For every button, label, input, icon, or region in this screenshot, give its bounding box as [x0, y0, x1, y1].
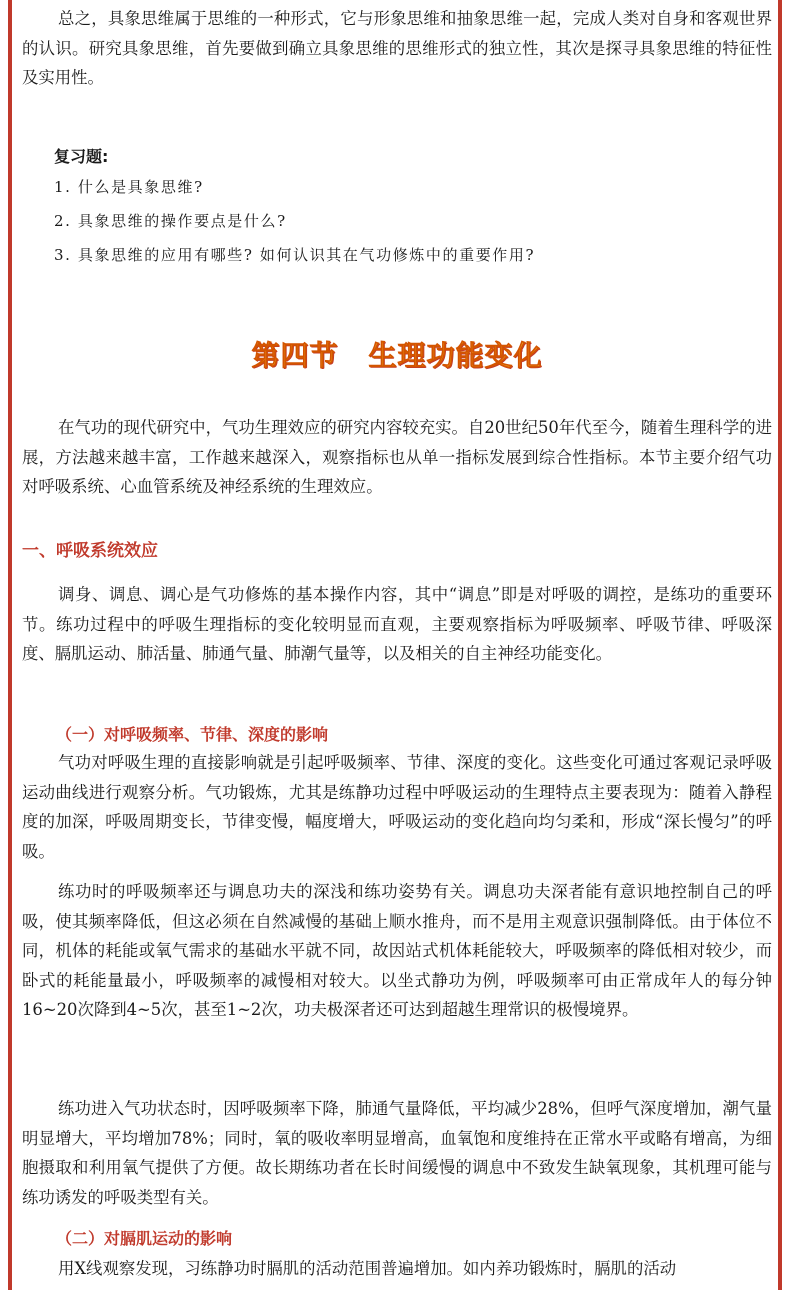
- review-question-3: 3. 具象思维的应用有哪些? 如何认识其在气功修炼中的重要作用?: [54, 246, 536, 264]
- subsection-a-paragraph-2: 练功时的呼吸频率还与调息功夫的深浅和练功姿势有关。调息功夫深者能有意识地控制自己的呼吸，使其频率降低，但这必须在自然减慢的基础上顺水推舟，而不是用主观意识强制降低。由于体位不同，机体的耗能或氧气需求的基础水平就不同，故因站式机体耗能较大，呼吸频率的降低相对较少，而卧式的耗能量最小，呼吸频率的减慢相对较大。以坐式静功为例，呼吸频率可由正常成年人的每分钟16~20次降到4~5次，甚至1~2次，功夫极深者还可达到超越生理常识的极慢境界。: [22, 882, 772, 1019]
- heading-respiratory-effects: 一、呼吸系统效应: [22, 541, 158, 561]
- subsection-a-paragraph-1: 气功对呼吸生理的直接影响就是引起呼吸频率、节律、深度的变化。这些变化可通过客观记录呼吸运动曲线进行观察分析。气功锻炼，尤其是练静功过程中呼吸运动的生理特点主要表现为：随着入静程度的加深，呼吸周期变长，节律变慢，幅度增大，呼吸运动的变化趋向均匀柔和，形成“深长慢匀”的呼吸。: [22, 753, 772, 861]
- review-title: 复习题:: [54, 147, 109, 166]
- respiration-paragraph: 调身、调息、调心是气功修炼的基本操作内容，其中“调息”即是对呼吸的调控，是练功的重要环节。练功过程中的呼吸生理指标的变化较明显而直观，主要观察指标为呼吸频率、呼吸节律、呼吸深度、膈肌运动、肺活量、肺通气量、肺潮气量等，以及相关的自主神经功能变化。: [22, 585, 772, 663]
- summary-paragraph: 总之，具象思维属于思维的一种形式，它与形象思维和抽象思维一起，完成人类对自身和客观世界的认识。研究具象思维，首先要做到确立具象思维的思维形式的独立性，其次是探寻具象思维的特征性及实用性。: [22, 9, 772, 87]
- review-question-1: 1. 什么是具象思维?: [54, 178, 204, 196]
- subheading-frequency-rhythm-depth: （一）对呼吸频率、节律、深度的影响: [56, 725, 329, 744]
- book-page: [8, 0, 782, 1290]
- subsection-a-paragraph-3: 练功进入气功状态时，因呼吸频率下降，肺通气量降低，平均减少28%，但呼气深度增加，潮气量明显增大，平均增加78%；同时，氧的吸收率明显增高，血氧饱和度维持在正常水平或略有增高，为细胞摄取和利用氧气提供了方便。故长期练功者在长时间缓慢的调息中不致发生缺氧现象，其机理可能与练功诱发的呼吸类型有关。: [22, 1099, 772, 1207]
- section-number: 第四节: [251, 339, 339, 372]
- section-intro-paragraph: 在气功的现代研究中，气功生理效应的研究内容较充实。自20世纪50年代至今，随着生理科学的进展，方法越来越丰富，工作越来越深入，观察指标也从单一指标发展到综合性指标。本节主要介绍气功对呼吸系统、心血管系统及神经系统的生理效应。: [22, 418, 772, 496]
- subsection-b-paragraph-1: 用X线观察发现，习练静功时膈肌的活动范围普遍增加。如内养功锻炼时，膈肌的活动: [58, 1259, 677, 1278]
- subheading-diaphragm-movement: （二）对膈肌运动的影响: [56, 1229, 233, 1248]
- section-title-text: 生理功能变化: [368, 339, 543, 372]
- section-title: [22, 334, 772, 374]
- review-question-2: 2. 具象思维的操作要点是什么?: [54, 212, 287, 230]
